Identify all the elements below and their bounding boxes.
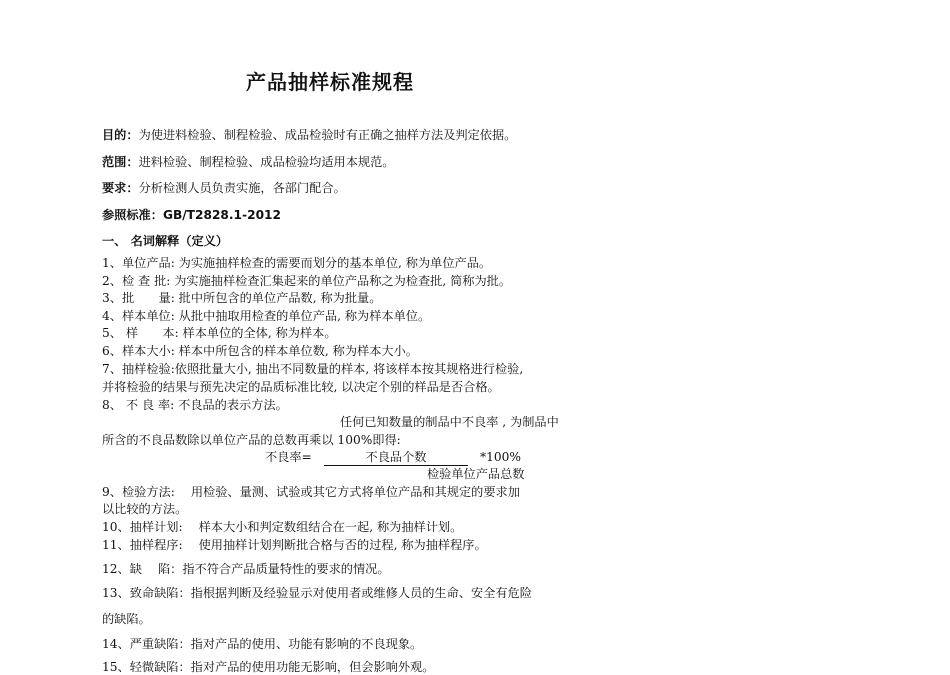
purpose-text: 为使进料检验、制程检验、成品检验时有正确之抽样方法及判定依据。 <box>138 128 517 142</box>
definition-3: 3、批 量: 批中所包含的单位产品数, 称为批量。 <box>102 291 382 305</box>
definition-8b: 所含的不良品数除以单位产品的总数再乘以 100%即得: <box>102 433 401 447</box>
definition-7b: 并将检验的结果与预先决定的品质标准比较, 以决定个别的样品是否合格。 <box>102 380 500 394</box>
scope-line <box>102 154 395 170</box>
formula-denominator: 检验单位产品总数 <box>427 467 525 481</box>
definition-14: 14、严重缺陷：指对产品的使用、功能有影响的不良现象。 <box>102 637 423 651</box>
definition-5: 5、 样 本: 样本单位的全体, 称为样本。 <box>102 326 337 340</box>
reference-line <box>102 207 281 223</box>
requirement-label: 要求： <box>102 181 139 195</box>
definition-8a: 任何已知数量的制品中不良率 , 为制品中 <box>340 415 559 429</box>
definition-10: 10、抽样计划: 样本大小和判定数组结合在一起, 称为抽样计划。 <box>102 520 463 534</box>
purpose-line <box>102 127 516 143</box>
definition-4: 4、样本单位: 从批中抽取用检查的单位产品, 称为样本单位。 <box>102 309 431 323</box>
definition-13b: 的缺陷。 <box>102 612 151 626</box>
definition-7a: 7、抽样检验:依照批量大小, 抽出不同数量的样本, 将该样本按其规格进行检验, <box>102 362 524 376</box>
section-heading: 一、 名词解释（定义） <box>102 234 229 248</box>
definition-9b: 以比较的方法。 <box>102 502 188 516</box>
definition-15: 15、轻微缺陷：指对产品的使用功能无影响，但会影响外观。 <box>102 660 435 674</box>
definition-12: 12、缺 陷：指不符合产品质量特性的要求的情况。 <box>102 562 390 576</box>
scope-text: 进料检验、制程检验、成品检验均适用本规范。 <box>138 155 395 169</box>
reference-label: 参照标准： <box>102 208 163 222</box>
definition-6: 6、样本大小: 样本中所包含的样本单位数, 称为样本大小。 <box>102 344 418 358</box>
definition-13a: 13、致命缺陷：指根据判断及经验显示对使用者或维修人员的生命、安全有危险 <box>102 586 532 600</box>
purpose-label: 目的： <box>102 128 139 142</box>
requirement-text: 分析检测人员负责实施，各部门配合。 <box>138 181 346 195</box>
formula-multiplier: *100% <box>480 450 521 464</box>
definition-8: 8、 不 良 率: 不良品的表示方法。 <box>102 398 288 412</box>
definition-2: 2、检 查 批: 为实施抽样检查汇集起来的单位产品称之为检查批, 简称为批。 <box>102 274 512 288</box>
formula-label: 不良率= <box>265 450 312 464</box>
formula-numerator: 不良品个数 <box>324 449 468 466</box>
definition-9a: 9、检验方法: 用检验、量测、试验或其它方式将单位产品和其规定的要求加 <box>102 485 520 499</box>
definition-11: 11、抽样程序: 使用抽样计划判断批合格与否的过程, 称为抽样程序。 <box>102 538 487 552</box>
document-title: 产品抽样标准规程 <box>246 70 414 94</box>
reference-text: GB/T2828.1-2012 <box>162 208 282 222</box>
requirement-line <box>102 180 346 196</box>
scope-label: 范围： <box>102 155 139 169</box>
definition-1: 1、单位产品: 为实施抽样检查的需要而划分的基本单位, 称为单位产品。 <box>102 256 492 270</box>
